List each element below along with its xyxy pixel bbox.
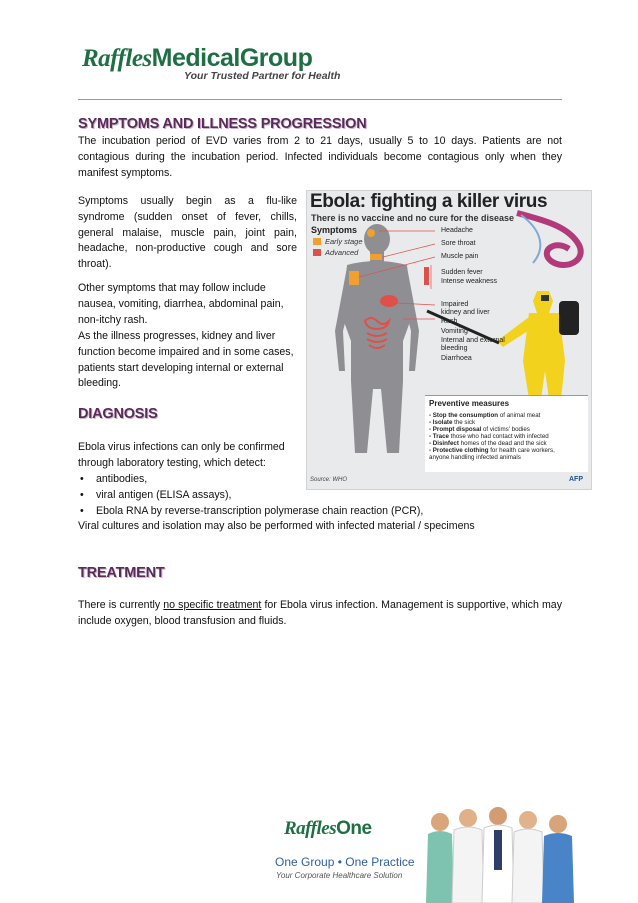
ebola-infographic	[306, 190, 592, 490]
afp-logo: AFP	[569, 476, 583, 483]
raffles-one-subline: Your Corporate Healthcare Solution	[276, 871, 403, 880]
virus-illustration	[517, 213, 581, 265]
raffles-one-tagline: One Group • One Practice	[275, 855, 415, 869]
staff-member	[542, 815, 574, 903]
list-item: • Ebola RNA by reverse-transcription polymerase chain reaction (PCR),	[78, 504, 562, 520]
raffles-medical-group-logo	[82, 44, 312, 73]
infographic-source: Source: WHO	[310, 477, 348, 483]
symptoms-paragraph-onset: Symptoms usually begin as a flu-like syndrome (sudden onset of fever, chills, general malaise, muscle pain, joint pain, headache, non-productive cough and sore throat).	[78, 195, 297, 271]
diagnosis-heading: DIAGNOSIS	[78, 406, 158, 422]
staff-member	[426, 813, 454, 903]
symptom-label-3: Muscle pain	[441, 253, 479, 260]
symptom-label-8: Rash	[441, 318, 458, 325]
diagnosis-intro: Ebola virus infections can only be confirmed through laboratory testing, which detect:	[78, 441, 285, 469]
symptom-label-6: Impaired	[441, 301, 469, 308]
staff-member	[482, 807, 514, 903]
treatment-paragraph: There is currently no specific treatment for Ebola virus infection. Management is supportive, which may include oxygen, blood transfusion and fluids.	[78, 599, 562, 627]
fever-thermometer	[424, 267, 429, 285]
infographic-title: Ebola: fighting a killer virus	[310, 191, 548, 212]
preventive-item: - Prompt disposal of victims' bodies	[429, 426, 530, 433]
symptom-label-1: Headache	[441, 227, 473, 234]
legend-advanced: Advanced	[313, 248, 358, 257]
preventive-item: - Disinfect homes of the dead and the sick	[429, 440, 547, 447]
logo-tagline: Your Trusted Partner for Health	[184, 70, 341, 82]
throat-marker	[370, 254, 382, 260]
symptom-label-5: Intense weakness	[441, 278, 498, 285]
symptom-label-7: kidney and liver	[441, 309, 490, 316]
symptom-label-10: Internal and external	[441, 337, 505, 344]
medical-staff-photo	[424, 800, 584, 903]
preventive-measures-box	[425, 395, 588, 472]
symptom-label-12: Diarrhoea	[441, 355, 472, 362]
legend-early: Early stage	[313, 237, 363, 246]
treatment-heading: TREATMENT	[78, 565, 165, 581]
symptom-label-2: Sore throat	[441, 240, 476, 247]
liver-marker	[380, 295, 398, 307]
symptoms-paragraph-progression: As the illness progresses, kidney and liver function become impaired and in some cases, patients start developing internal or external bleeding.	[78, 330, 294, 390]
list-item: • viral antigen (ELISA assays),	[78, 488, 562, 504]
diagnosis-closing: Viral cultures and isolation may also be performed with infected material / specimens	[78, 520, 475, 532]
staff-member	[452, 809, 484, 903]
headache-marker	[367, 229, 375, 237]
symptoms-paragraph-incubation: The incubation period of EVD varies from 2 to 21 days, usually 5 to 10 days. Patients are not contagious during the incubation period. Infected individuals become contagious only when they manifest symptoms.	[78, 135, 562, 179]
no-specific-treatment-link: no specific treatment	[163, 599, 262, 611]
preventive-item: - Protective clothing for health care workers,	[429, 447, 555, 454]
symptom-label-11: bleeding	[441, 345, 468, 352]
preventive-item: - Stop the consumption of animal meat	[429, 412, 541, 419]
logo-medical-text: MedicalGroup	[151, 44, 313, 72]
raffles-one-logo: RafflesOne	[284, 818, 372, 839]
shoulder-marker	[349, 271, 359, 285]
symptoms-heading: SYMPTOMS AND ILLNESS PROGRESSION	[78, 116, 367, 132]
preventive-title: Preventive measures	[429, 399, 510, 408]
symptoms-paragraph-followup: Other symptoms that may follow include nausea, vomiting, diarrhea, abdominal pain, non-itchy rash.	[78, 282, 284, 326]
list-item: • antibodies,	[78, 472, 562, 488]
infographic-subtitle: There is no vaccine and no cure for the disease	[311, 213, 515, 223]
symptom-label-9: Vomiting	[441, 328, 468, 335]
preventive-item: anyone handling infected animals	[429, 454, 521, 461]
preventive-item: - Isolate the sick	[429, 419, 476, 426]
preventive-item: - Trace those who had contact with infected	[429, 433, 549, 440]
diagnosis-bullet-list	[78, 472, 562, 519]
logo-raffles-text: Raffles	[82, 45, 152, 72]
header-divider	[78, 99, 562, 100]
staff-member	[512, 811, 544, 903]
infographic-symptoms-heading: Symptoms	[311, 225, 358, 235]
symptom-label-4: Sudden fever	[441, 269, 483, 276]
